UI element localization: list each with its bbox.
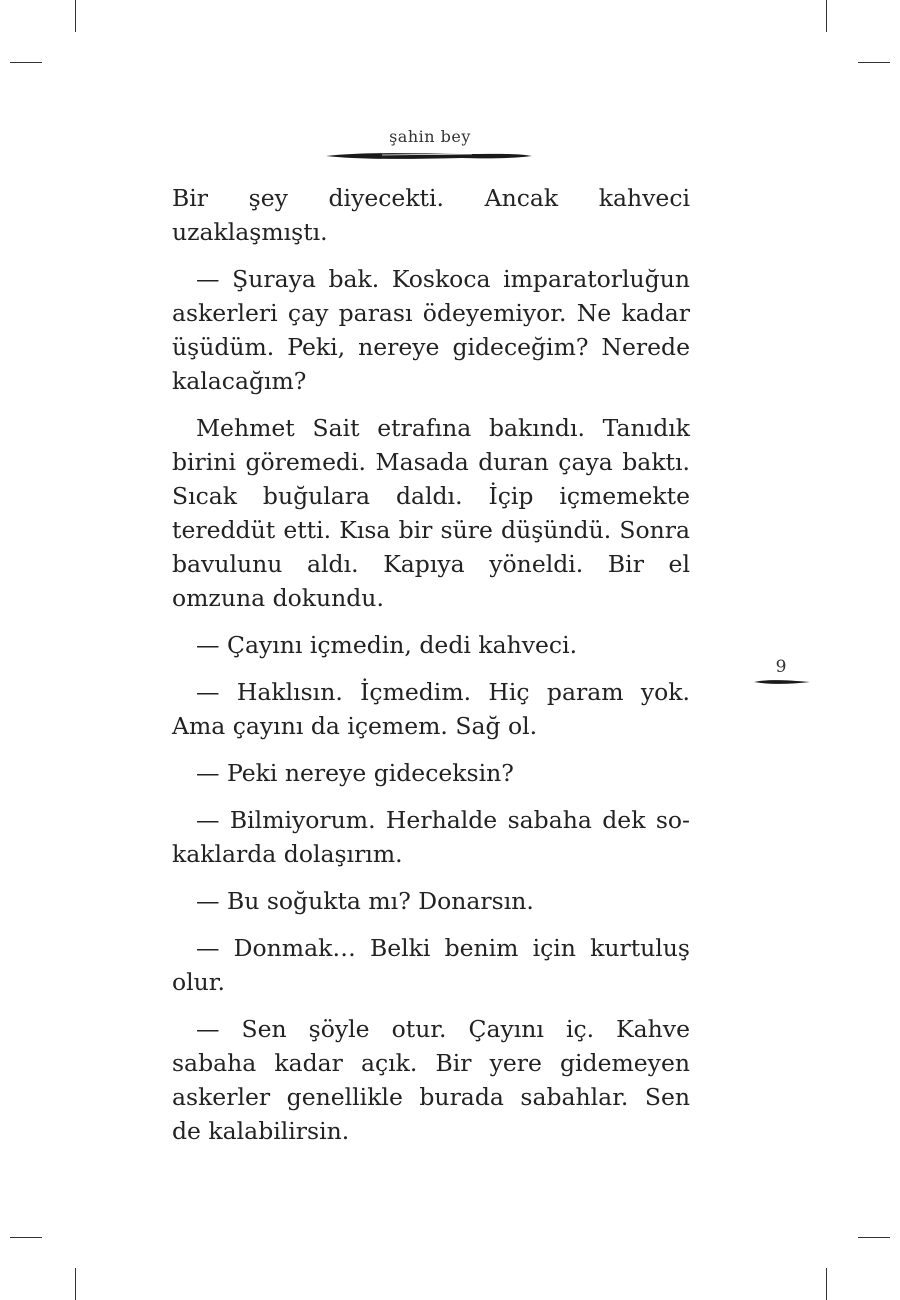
crop-mark-top-left [75, 0, 76, 32]
header-brush-rule [322, 150, 534, 162]
paragraph: — Bu soğukta mı? Donarsın. [196, 887, 534, 915]
paragraph: — Donmak… Belki benim için kurtuluş olur. [172, 934, 690, 996]
body-text [172, 181, 690, 1161]
paragraph: Bir şey diyecekti. Ancak kahveci uzaklaşmıştı. [172, 184, 690, 246]
paragraph: — Sen şöyle otur. Çayını iç. Kahve sabaha kadar açık. Bir yere gidemeyen askerler genellikle burada sabahlar. Sen de kalabilirsin. [172, 1015, 690, 1145]
paragraph: — Bilmiyorum. Herhalde sabaha dek sokaklarda dolaşırım. [172, 806, 690, 868]
running-header: şahin bey [389, 127, 471, 146]
paragraph: — Şuraya bak. Koskoca imparatorluğun askerleri çay parası ödeyemiyor. Ne kadar üşüdüm. Peki, nereye gideceğim? Nerede kalacağım? [172, 265, 690, 395]
crop-mark-left-lower [10, 1237, 42, 1238]
page-number: 9 [775, 657, 787, 677]
paragraph: — Haklısın. İçmedim. Hiç param yok. Ama çayını da içemem. Sağ ol. [172, 678, 690, 740]
crop-mark-bottom-left [75, 1268, 76, 1300]
paragraph: — Peki nereye gideceksin? [196, 759, 514, 787]
crop-mark-left-upper [10, 62, 42, 63]
page-number-brush-rule [752, 676, 812, 688]
crop-mark-top-right [826, 0, 827, 32]
paragraph: — Çayını içmedin, dedi kahveci. [196, 631, 578, 659]
crop-mark-bottom-right [826, 1268, 827, 1300]
crop-mark-right-lower [858, 1237, 890, 1238]
crop-mark-right-upper [858, 62, 890, 63]
paragraph: Mehmet Sait etrafına bakındı. Tanıdık birini göremedi. Masada duran çaya baktı. Sıcak buğulara daldı. İçip içmemekte tereddüt etti. Kısa bir süre düşündü. Sonra bavulunu aldı. Kapıya yöneldi. Bir el omzuna dokundu. [172, 414, 690, 612]
